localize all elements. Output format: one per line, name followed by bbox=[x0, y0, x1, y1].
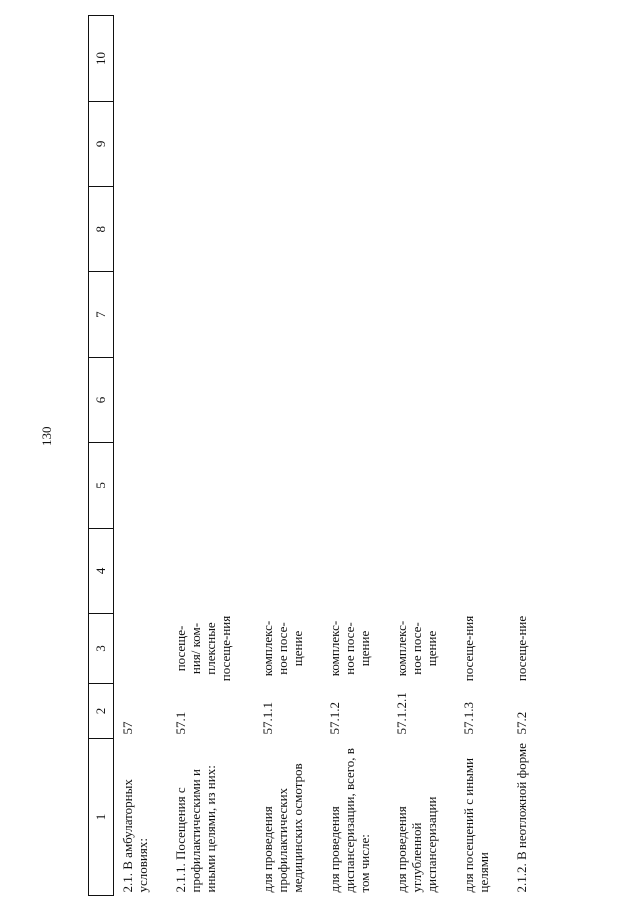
column-header: 6 bbox=[89, 357, 114, 442]
column-header: 5 bbox=[89, 443, 114, 528]
row-code: 57.1.1 bbox=[260, 702, 275, 735]
table-row bbox=[321, 16, 388, 896]
row-code: 57.1 bbox=[173, 711, 188, 735]
row-code: 57 bbox=[120, 721, 135, 735]
row-unit: посеще-ние bbox=[514, 615, 529, 682]
row-code: 57.1.2.1 bbox=[394, 692, 409, 735]
row-unit: комплекс-ное посе-щение bbox=[327, 620, 372, 677]
row-unit: посеще-ния bbox=[461, 615, 476, 682]
row-unit bbox=[114, 614, 168, 684]
page-number: 130 bbox=[39, 426, 54, 446]
row-unit: комплекс-ное посе-щение bbox=[260, 620, 305, 677]
row-name: для проведения углубленной диспансеризации bbox=[394, 796, 439, 893]
row-name: для посещений с иными целями bbox=[461, 757, 491, 893]
row-unit: посеще-ния/ ком-плексные посеще-ния bbox=[173, 615, 233, 682]
column-header: 8 bbox=[89, 187, 114, 272]
table-row bbox=[455, 16, 508, 896]
column-header: 1 bbox=[89, 739, 114, 896]
row-code: 57.1.2 bbox=[327, 702, 342, 735]
row-unit: комплекс-ное посе-щение bbox=[394, 620, 439, 677]
row-code: 57.2 bbox=[514, 711, 529, 735]
header-row bbox=[89, 16, 114, 896]
volume-table bbox=[88, 15, 561, 896]
table-row bbox=[114, 16, 168, 896]
row-name: 2.1. В амбулаторных условиях: bbox=[120, 779, 150, 893]
row-code: 57.1.3 bbox=[461, 702, 476, 735]
row-name: 2.1.1. Посещения с профилактическими и иными целями, из них: bbox=[173, 765, 218, 893]
table-row bbox=[254, 16, 321, 896]
rotated-table-container bbox=[88, 16, 616, 896]
column-header: 10 bbox=[89, 16, 114, 101]
column-header: 3 bbox=[89, 614, 114, 684]
row-name: для проведения диспансеризации, всего, в том числе: bbox=[327, 748, 372, 893]
column-header: 7 bbox=[89, 272, 114, 357]
column-header: 9 bbox=[89, 101, 114, 186]
column-header: 2 bbox=[89, 684, 114, 739]
table-row bbox=[167, 16, 254, 896]
column-header: 4 bbox=[89, 528, 114, 613]
row-name: для проведения профилактических медицинских осмотров bbox=[260, 763, 305, 893]
table-row bbox=[388, 16, 455, 896]
row-name: 2.1.2. В неотложной форме bbox=[514, 743, 529, 893]
table-row bbox=[508, 16, 561, 896]
